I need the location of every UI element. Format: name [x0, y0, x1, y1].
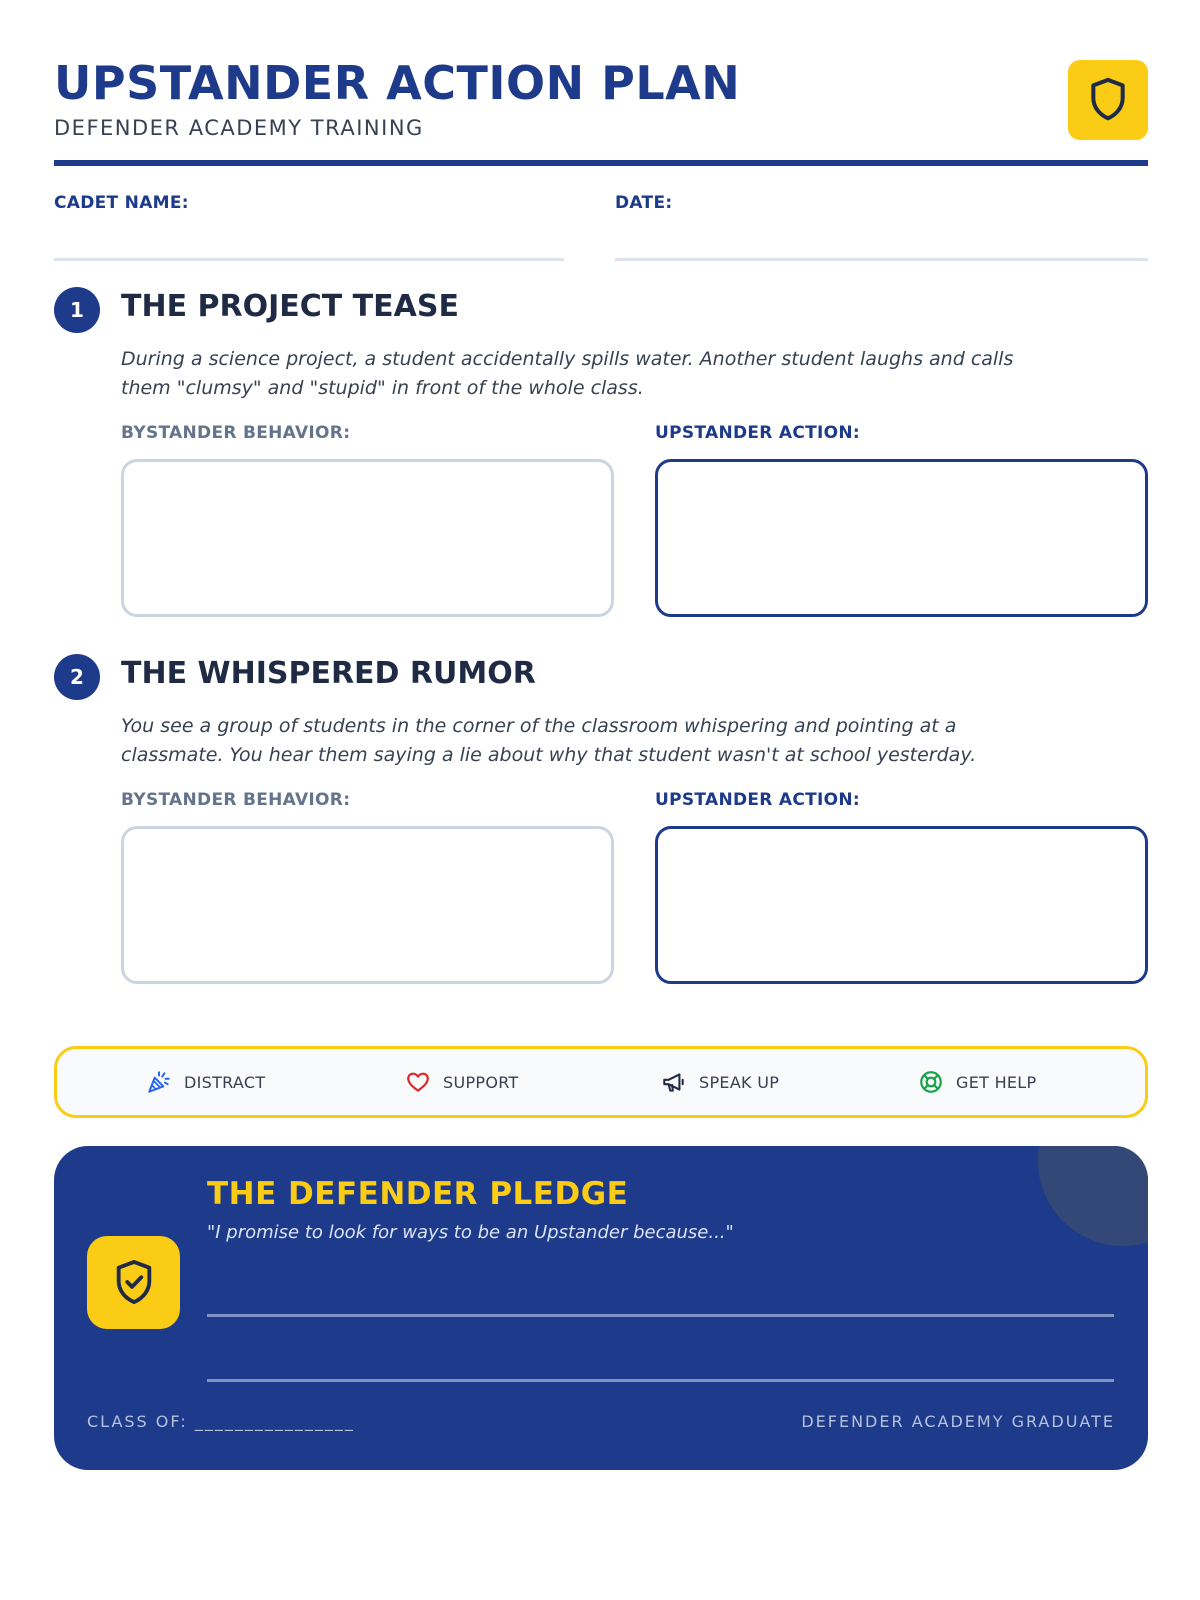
upstander-answer-box[interactable] — [655, 826, 1148, 984]
scenario-title: THE WHISPERED RUMOR — [121, 656, 536, 691]
logo-badge — [1068, 60, 1148, 140]
cadet-name-label: CADET NAME: — [54, 193, 189, 213]
scenario-title: THE PROJECT TEASE — [121, 289, 459, 324]
graduate-label: DEFENDER ACADEMY GRADUATE — [801, 1412, 1115, 1431]
upstander-label: UPSTANDER ACTION: — [655, 423, 861, 443]
bystander-answer-box[interactable] — [121, 459, 614, 617]
strategy-label: DISTRACT — [184, 1072, 266, 1092]
pledge-writing-line[interactable] — [207, 1314, 1114, 1317]
scenario-description: During a science project, a student accidentally spills water. Another student laughs and calls them "clumsy" and "stupid" in front of the whole class. — [121, 348, 1014, 399]
shield-icon — [1086, 76, 1130, 124]
strategy-distract — [146, 1049, 265, 1115]
decorative-circle — [1038, 1146, 1148, 1246]
scenario-number-badge: 2 — [54, 654, 100, 700]
scenario-number-badge: 1 — [54, 287, 100, 333]
life-buoy-icon — [918, 1069, 944, 1095]
date-label: DATE: — [615, 193, 673, 213]
strategy-speak-up — [661, 1049, 779, 1115]
shield-check-icon — [111, 1258, 157, 1308]
scenario-description: You see a group of students in the corner of the classroom whispering and pointing at a classmate. You hear them saying a lie about why that student wasn't at school yesterday. — [121, 715, 977, 766]
page-title: UPSTANDER ACTION PLAN — [54, 56, 741, 110]
megaphone-icon — [661, 1069, 687, 1095]
header-divider — [54, 160, 1148, 166]
date-field[interactable] — [615, 258, 1148, 261]
pledge-badge — [87, 1236, 180, 1329]
upstander-label: UPSTANDER ACTION: — [655, 790, 861, 810]
strategy-bar — [54, 1046, 1148, 1118]
strategy-support — [405, 1049, 519, 1115]
worksheet-page — [54, 0, 1148, 1600]
strategy-label: SUPPORT — [443, 1072, 519, 1092]
header — [54, 56, 1148, 168]
pledge-writing-line[interactable] — [207, 1379, 1114, 1382]
bystander-label: BYSTANDER BEHAVIOR: — [121, 423, 351, 443]
strategy-label: GET HELP — [956, 1072, 1037, 1092]
party-popper-icon — [146, 1069, 172, 1095]
cadet-name-field[interactable] — [54, 258, 564, 261]
upstander-answer-box[interactable] — [655, 459, 1148, 617]
defender-pledge-panel — [54, 1146, 1148, 1470]
heart-icon — [405, 1069, 431, 1095]
strategy-get-help — [918, 1049, 1036, 1115]
bystander-label: BYSTANDER BEHAVIOR: — [121, 790, 351, 810]
page-subtitle: DEFENDER ACADEMY TRAINING — [54, 116, 424, 140]
class-of-label: CLASS OF: ________________ — [87, 1412, 355, 1431]
strategy-label: SPEAK UP — [699, 1072, 780, 1092]
bystander-answer-box[interactable] — [121, 826, 614, 984]
pledge-quote: "I promise to look for ways to be an Upstander because..." — [207, 1222, 734, 1243]
pledge-title: THE DEFENDER PLEDGE — [207, 1176, 629, 1212]
